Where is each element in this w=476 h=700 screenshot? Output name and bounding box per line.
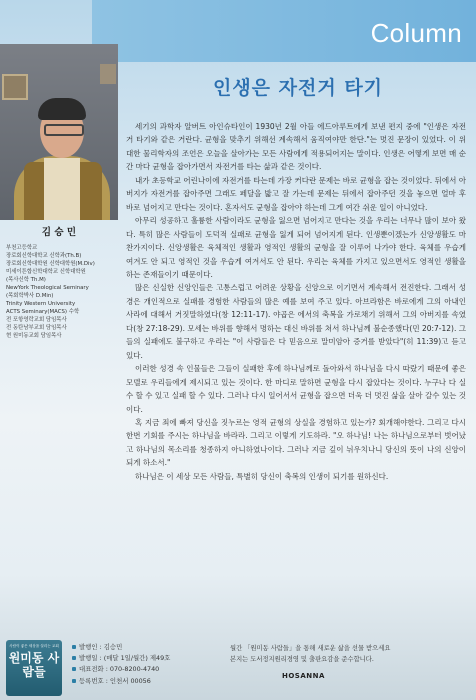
bio-line: 전 포항영락교회 담임목사: [6, 317, 67, 323]
bullet-icon: [72, 656, 76, 660]
bio-line: 장로회신학대학원 신학대학원(M.Div): [6, 261, 95, 267]
author-photo: [0, 44, 118, 220]
brand-name: 원미동 사람들: [8, 651, 60, 679]
pub-info-line: 대표전화 : 070-8200-4740: [79, 665, 160, 674]
bio-line: NewYork Theological Seminary: [6, 285, 89, 291]
bio-line: 현 원미동교회 담임목사: [6, 333, 62, 339]
brand-tagline: 사람이 좋은 세상을 살리는 교회: [9, 644, 59, 648]
pub-info-line: 발행일 : (매달 1일/월간) 제49호: [79, 654, 171, 663]
notice-line: 본지는 도서정지원리경영 및 출판요감을 준수합니다.: [230, 656, 374, 663]
notice-line: 월간 「원미동 사람들」을 통해 새로운 삶을 선물 받으세요: [230, 645, 391, 652]
bio-line: 전 동탄남부교회 담임목사: [6, 325, 67, 331]
bio-line: (목회학박사 D.Min): [6, 293, 54, 299]
author-bio: [6, 244, 118, 340]
article-paragraph: 혹 지금 죄에 빠져 당신을 짓누르는 영적 균형의 상실을 경험하고 있는가? 회개해야한다. 그리고 다시 한번 기회를 주시는 하나님을 바라라. 그리고 이렇게 기도하라. "오 하나님! 나는 하나님으로부터 벗어났고 하나님의 목소리를 청종하지 아니하였나이다. 그러나 지금 깊이 뉘우치나니 당신의 뜻이 나의 신앙이 되게 하소서.": [126, 417, 466, 468]
article-paragraph: 아무리 성공하고 훌륭한 사람이라도 균형을 잃으면 넘어지고 만다는 것을 우리는 너무나 많이 보아 왔다. 특히 많은 사람들이 도덕적 실패로 균형을 잃게 되어 넘어지게 된다. 인생뿐이겠는가 신앙생활도 마찬가지이다. 신앙생활은 육체적인 생활과 영적인 생활의 균형을 잘 이루어 나가야 한다. 육체를 우습게 여겨도 안 되고 영적인 것을 우습게 여겨서도 안 된다. 우리는 육체를 가지고 있으면서도 영적인 생활을 하는 존재들이기 때문이다.: [126, 216, 466, 279]
bio-line: 장로회신학대학교 신학과(Th.B): [6, 253, 82, 259]
subscription-notice: [230, 643, 390, 665]
publication-info: [72, 642, 170, 687]
article-title: 인생은 자전거 타기: [212, 77, 384, 99]
pub-info-line: 발행인 : 김승민: [79, 643, 123, 651]
article-paragraph: 내가 초등학교 어린나이에 자전거를 타는데 가장 커다란 문제는 바로 균형을 잡는 것이었다. 뒤에서 아버지가 자전거를 잡아주면 그래도 페달을 밟고 잘 가는데 문제는 뒤에서 잡아주던 것을 놓으면 얼마 후 바로 넘어지고 만다는 것이다. 혼자서도 균형을 잡아야 하는데 그게 여간 쉬운 일이 아니었다.: [126, 175, 466, 212]
bullet-icon: [72, 667, 76, 671]
bio-line: Trinity Western University: [6, 301, 76, 307]
article-paragraph: 하나님은 이 세상 모든 사람들, 특별히 당신이 축복의 인생이 되기를 원하신다.: [135, 471, 389, 481]
bullet-icon: [72, 645, 76, 649]
column-label: Column: [370, 18, 462, 48]
bio-line: 부천고등학교: [6, 245, 38, 251]
article-body: [126, 120, 466, 483]
brand-logo: [6, 640, 62, 696]
article-paragraph: 많은 신실한 신앙인들은 고통스럽고 어려운 상황을 신앙으로 이기면서 계속해서 전진한다. 그래서 성경은 개인적으로 실패를 경험한 사람들의 많은 예를 보여 주고 있다. 아브라함은 바로에게 그의 아내인 사라에 대해서 거짓말하였다(창 12:11-17). 야곱은 에서의 축복을 가로채기 위해서 그의 아버지를 속였다(창 27:18-29). 모세는 바위를 향해서 명하는 대신 바위를 쳐서 하나님께 불순종했다(민 20:7-12). 그들의 실패에도 불구하고 우리는 "이 사람들은 다 믿음으로 말미암아 증거를 받았다"(히 11:39)고 듣고 있다.: [126, 283, 466, 360]
article-paragraph: 세기의 과학자 알버트 아인슈타인이 1930년 2월 아들 에드아루트에게 보낸 편지 중에 "인생은 자전거 타기와 같은 거란다. 균형을 맞추기 위해선 계속해서 움직여야만 한단."는 멋진 문장이 있었다. 이 위대한 물리학자의 조언은 오늘을 살아가는 모든 사람에게 적용되어지는 말이다. 인생은 어떻게 보면 매 순간 마다 균형을 잡아가면서 자전거를 타는 삶과 같은 것이다.: [126, 122, 466, 172]
bio-line: 미세이튼합신학대학교 신학대학원: [6, 269, 86, 275]
header-band: [92, 0, 476, 62]
bio-line: (목사신학 Th.M): [6, 277, 46, 283]
author-name: 김 승 민: [41, 227, 77, 238]
article-paragraph: 이러한 성경 속 인물들은 그들이 실패한 후에 하나님께로 돌아와서 하나님을 다시 따랐기 때문에 좋은 모델로 우리들에게 제시되고 있는 것이다. 한 마디로 말하면 균형을 다시 잡았다는 것이다. 누구나 다 실수 할 수 있고 실패 할 수 있다. 그러나 다시 일어서서 균형을 잡으면 더욱 더 멋진 삶을 살아 갈수 있는 것이다.: [126, 364, 466, 414]
organization-logo: HOSANNA: [282, 672, 325, 680]
bio-line: ACTS Seminary(MACS) 수학: [6, 309, 80, 315]
pub-info-line: 등록번호 : 인천서 00056: [79, 676, 151, 685]
bullet-icon: [72, 679, 76, 683]
